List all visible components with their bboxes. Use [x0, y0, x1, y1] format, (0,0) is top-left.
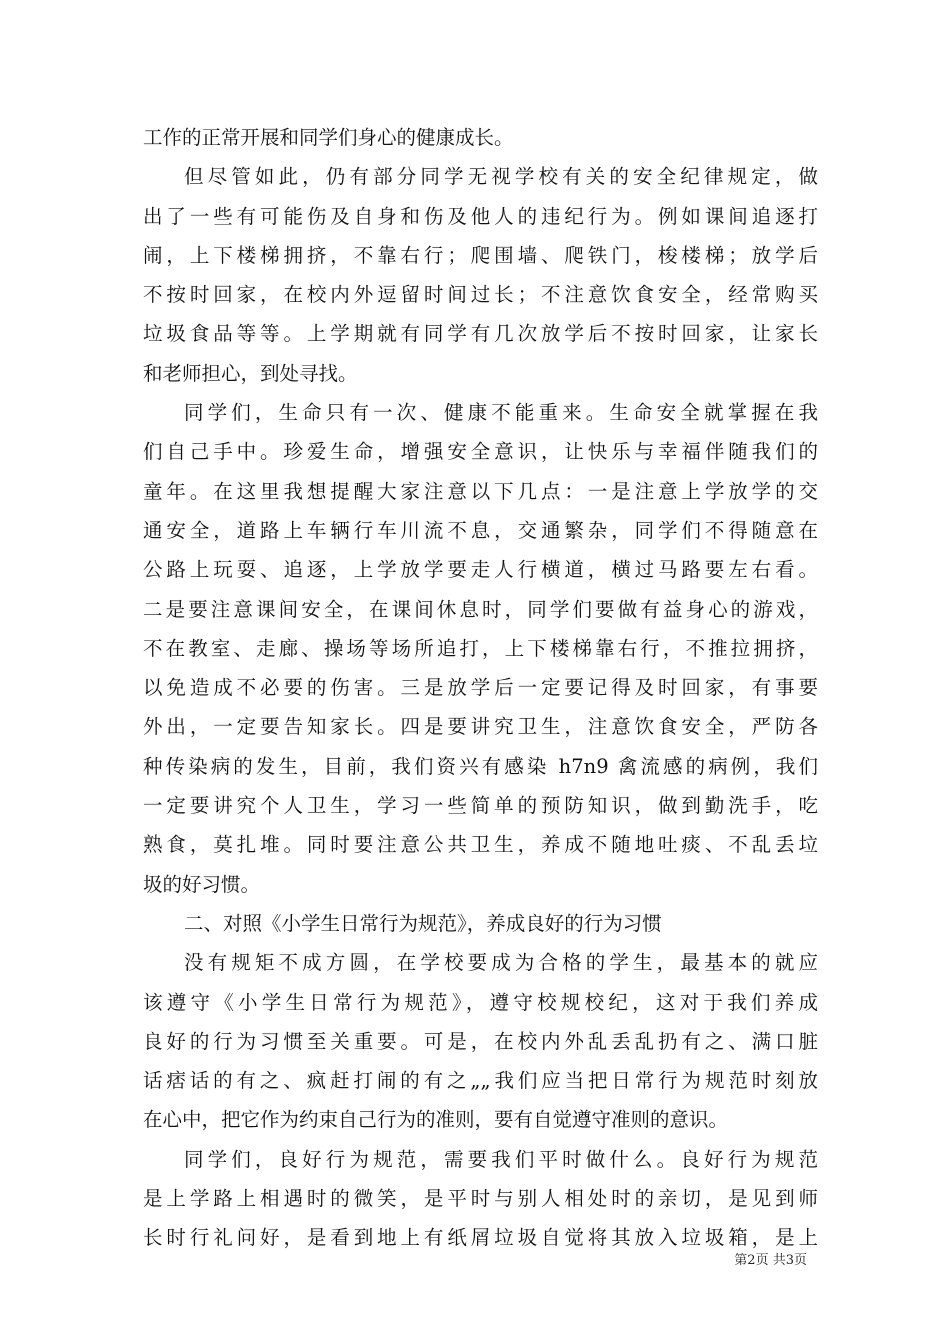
text-line: 工作的正常开展和同学们身心的健康成长。 [143, 126, 514, 149]
text-line: 和老师担心，到处寻找。 [143, 361, 358, 385]
text-line: 同学们，良好行为规范，需要我们平时做什么。良好行为规范 [184, 1147, 818, 1171]
text-line: 良好的行为习惯至关重要。可是，在校内外乱丢乱扔有之、满口脏 [143, 1029, 818, 1053]
text-line: 出了一些有可能伤及自身和伤及他人的违纪行为。例如课间追逐打 [143, 204, 818, 228]
footer-suffix: 页 [793, 1253, 807, 1268]
text-line: 公路上玩耍、追逐，上学放学要走人行横道，横过马路要左右看。 [143, 558, 818, 582]
text-line: 童年。在这里我想提醒大家注意以下几点：一是注意上学放学的交 [143, 479, 818, 503]
text-line: 长时行礼问好，是看到地上有纸屑垃圾自觉将其放入垃圾箱，是上 [143, 1226, 818, 1250]
footer-total-pages: 3 [785, 1253, 794, 1268]
text-line: 外出，一定要告知家长。四是要讲究卫生，注意饮食安全，严防各 [143, 715, 818, 739]
text-line: 闹，上下楼梯拥挤，不靠右行；爬围墙、爬铁门，梭楼梯；放学后 [143, 243, 818, 267]
footer-current-page: 2 [747, 1253, 756, 1268]
text-line: 不按时回家，在校内外逗留时间过长；不注意饮食安全，经常购买 [143, 283, 818, 307]
text-line: 垃圾食品等等。上学期就有同学有几次放学后不按时回家，让家长 [143, 322, 818, 346]
text-line: 一定要讲究个人卫生，学习一些简单的预防知识，做到勤洗手，吃 [143, 794, 818, 818]
text-line: 不在教室、走廊、操场等场所追打，上下楼梯靠右行，不推拉拥挤， [143, 636, 818, 660]
text-line: 该遵守《小学生日常行为规范》，遵守校规校纪，这对于我们养成 [143, 990, 818, 1014]
text-line: 通安全，道路上车辆行车川流不息，交通繁杂，同学们不得随意在 [143, 518, 818, 542]
text-line: 话痞话的有之、疯赶打闹的有之„„我们应当把日常行为规范时刻放 [143, 1069, 818, 1093]
text-line: 是上学路上相遇时的微笑，是平时与别人相处时的亲切，是见到师 [143, 1187, 818, 1211]
text-line: 熟食，莫扎堆。同时要注意公共卫生，养成不随地吐痰、不乱丢垃 [143, 833, 818, 857]
text-line: 同学们，生命只有一次、健康不能重来。生命安全就掌握在我 [184, 401, 818, 425]
text-line: 二是要注意课间安全，在课间休息时，同学们要做有益身心的游戏， [143, 597, 818, 621]
text-line: 以免造成不必要的伤害。三是放学后一定要记得及时回家，有事要 [143, 676, 818, 700]
text-line: 但尽管如此，仍有部分同学无视学校有关的安全纪律规定，做 [184, 165, 818, 189]
footer-middle: 页 共 [755, 1253, 786, 1268]
text-line: 种传染病的发生，目前，我们资兴有感染 h7n9 禽流感的病例，我们 [143, 754, 818, 778]
text-line: 没有规矩不成方圆，在学校要成为合格的学生，最基本的就应 [184, 951, 818, 975]
body-text [143, 118, 818, 1258]
footer-prefix: 第 [734, 1253, 748, 1268]
text-line: 在心中，把它作为约束自己行为的准则，要有自觉遵守准则的意识。 [143, 1108, 729, 1132]
page-footer [734, 1249, 807, 1268]
text-line: 们自己手中。珍爱生命，增强安全意识，让快乐与幸福伴随我们的 [143, 440, 818, 464]
text-line: 圾的好习惯。 [143, 872, 261, 896]
text-line: 二、对照《小学生日常行为规范》，养成良好的行为习惯 [184, 911, 662, 935]
